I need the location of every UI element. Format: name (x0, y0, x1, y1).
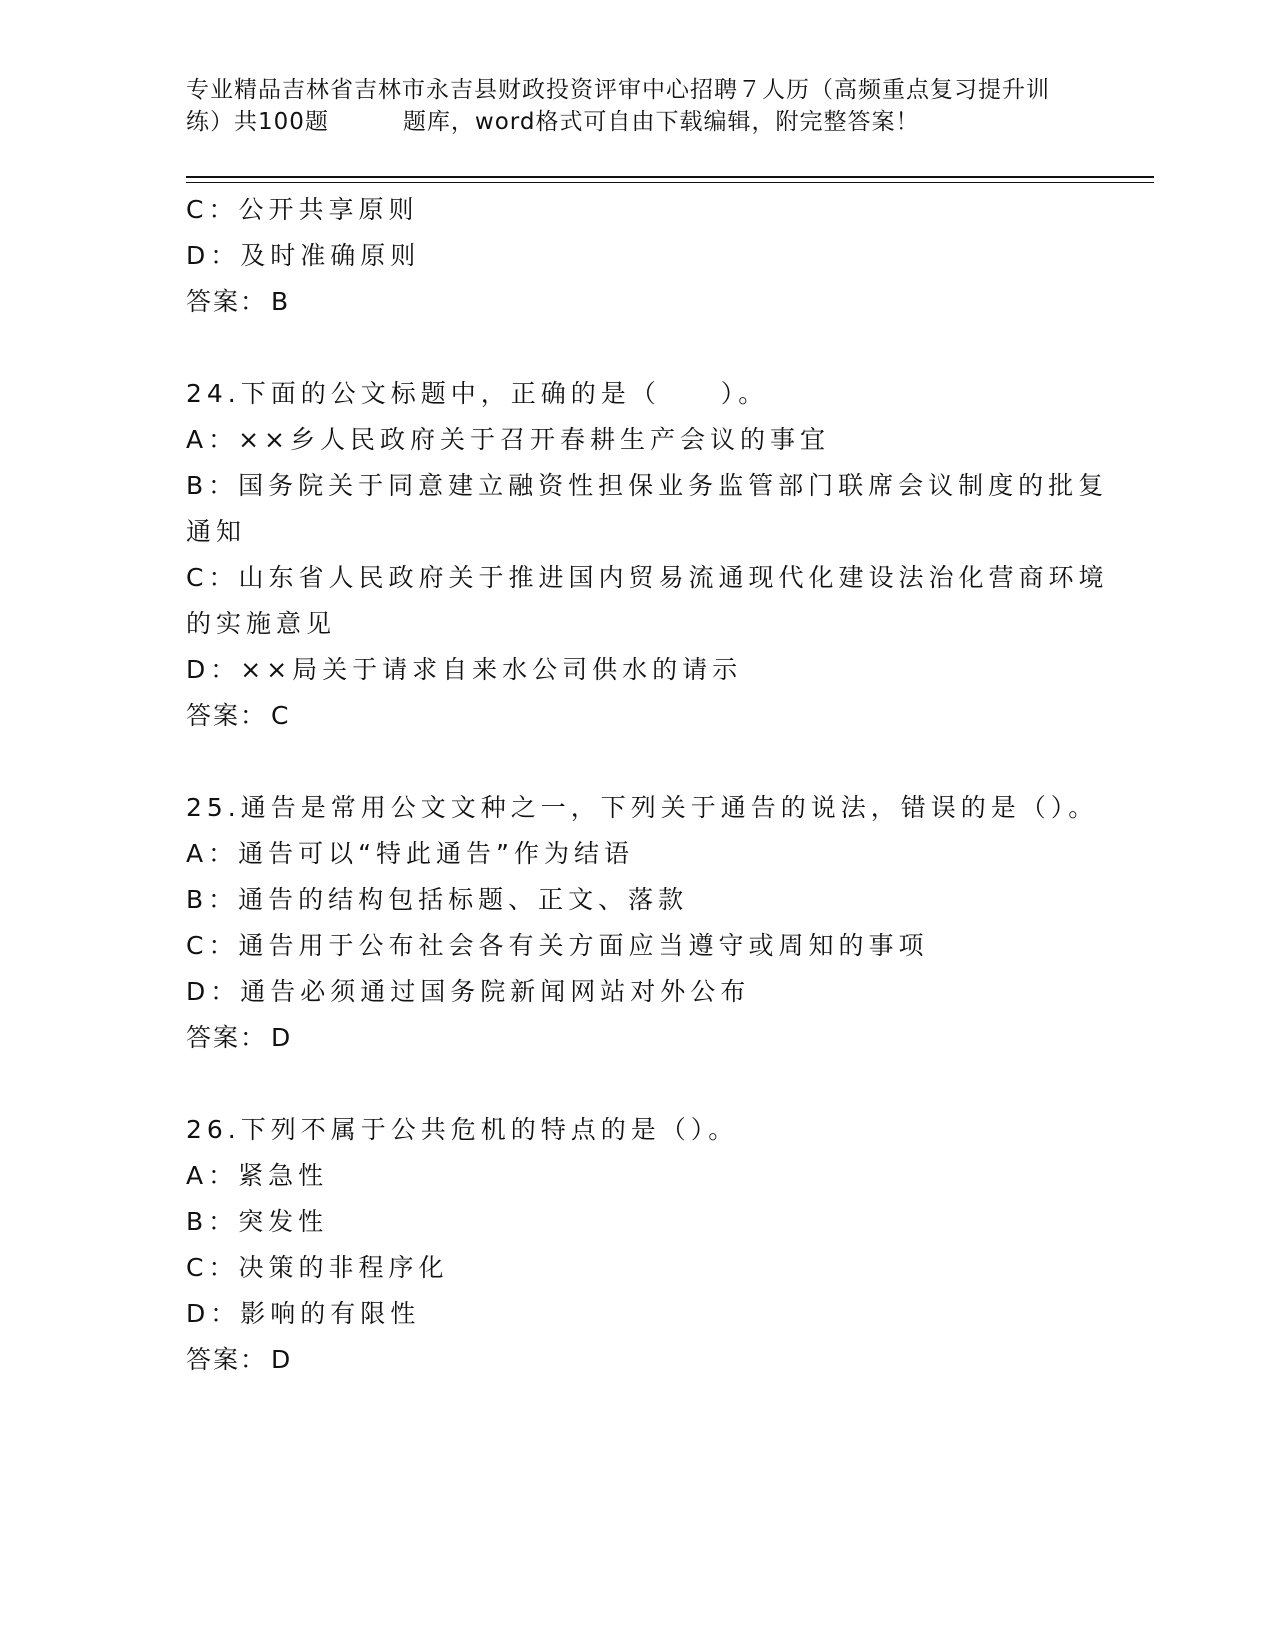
text-line: B：通告的结构包括标题、正文、落款 (186, 885, 689, 914)
text-line: D：及时准确原则 (186, 241, 421, 270)
text-line: 的实施意见 (186, 609, 337, 638)
text-line: 25.通告是常用公文文种之一，下列关于通告的说法，错误的是（）。 (186, 793, 1099, 822)
text-line: C：通告用于公布社会各有关方面应当遵守或周知的事项 (186, 931, 929, 960)
paragraph-spacer (186, 739, 1086, 785)
text-line: A：××乡人民政府关于召开春耕生产会议的事宜 (186, 425, 830, 454)
text-line: C：决策的非程序化 (186, 1253, 449, 1282)
text-line: 24.下面的公文标题中，正确的是（ ）。 (186, 379, 769, 408)
text-line: B：国务院关于同意建立融资性担保业务监管部门联席会议制度的批复 (186, 471, 1109, 500)
text-line: 通知 (186, 517, 247, 546)
header-divider-thick (186, 176, 1154, 178)
document-header (186, 74, 1086, 138)
answer-label: 答案： (186, 1345, 268, 1374)
text-line: D：通告必须通过国务院新闻网站对外公布 (186, 977, 751, 1006)
text-line: C：公开共享原则 (186, 195, 419, 224)
text-line: B：突发性 (186, 1207, 329, 1236)
header-line-2 (186, 106, 1086, 138)
answer-label: 答案： (186, 287, 268, 316)
answer-value: D (271, 1023, 291, 1052)
answer-line (186, 279, 1086, 325)
text-line: A：通告可以“特此通告”作为结语 (186, 839, 635, 868)
answer-line (186, 1337, 1086, 1383)
header-line-2-right: 题库，word格式可自由下载编辑，附完整答案！ (402, 109, 920, 135)
text-line: 26.下列不属于公共危机的特点的是（）。 (186, 1115, 739, 1144)
header-line-1: 专业精品吉林省吉林市永吉县财政投资评审中心招聘７人历（高频重点复习提升训 (186, 77, 1050, 103)
header-divider-thin (186, 182, 1154, 183)
paragraph-spacer (186, 325, 1086, 371)
question-list (186, 187, 1109, 1383)
answer-line (186, 693, 1086, 739)
answer-value: D (271, 1345, 291, 1374)
text-line: C：山东省人民政府关于推进国内贸易流通现代化建设法治化营商环境 (186, 563, 1109, 592)
text-line: D：影响的有限性 (186, 1299, 421, 1328)
text-line: A：紧急性 (186, 1161, 329, 1190)
answer-label: 答案： (186, 701, 268, 730)
answer-label: 答案： (186, 1023, 268, 1052)
answer-value: C (271, 701, 289, 730)
answer-value: B (271, 287, 289, 316)
answer-line (186, 1015, 1086, 1061)
text-line: D：××局关于请求自来水公司供水的请示 (186, 655, 743, 684)
header-line-2-left: 练）共100题 (186, 109, 329, 135)
paragraph-spacer (186, 1061, 1086, 1107)
